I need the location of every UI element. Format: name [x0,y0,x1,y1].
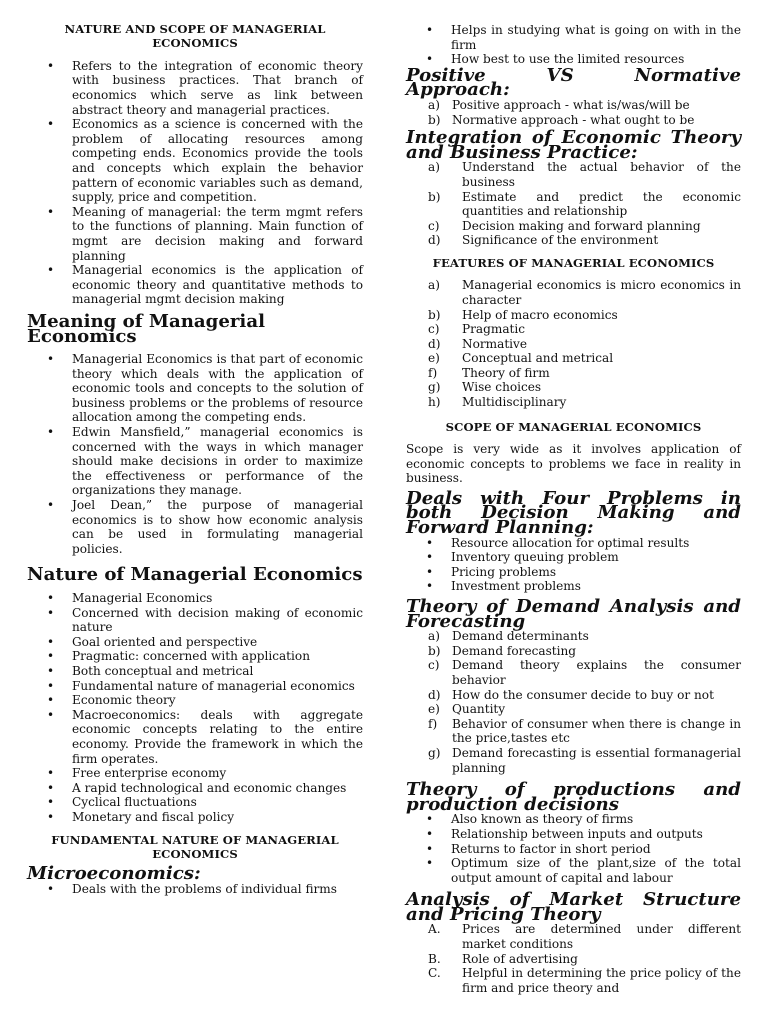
fundamental-title: FUNDAMENTAL NATURE OF MANAGERIAL ECONOMICS [51,832,339,861]
list-item [406,629,741,644]
list-marker: b) [428,307,441,322]
meaning-bullet-list [27,352,363,556]
list-marker: f) [428,365,438,380]
list-item-text: Decision making and forward planning [462,218,701,233]
list-item [406,160,741,189]
list-item [406,98,741,113]
nature-bullet-list [27,591,363,825]
list-item [406,702,741,717]
list-marker: g) [428,380,441,395]
bullet-item: • Relationship between inputs and outputs [406,827,741,842]
scope-paragraph: Scope is very wide as it involves application of economic concepts to problems we face in reality in business. [406,442,741,486]
meaning-heading: Meaning of Managerial Economics [27,310,265,347]
list-item [406,380,741,395]
bullet-item: • Cyclical fluctuations [27,795,363,810]
list-item [406,966,741,995]
list-item-text: Estimate and predict the economic quantities and relationship [462,189,741,219]
list-marker: c) [428,322,440,337]
list-marker: a) [428,629,440,644]
bullet-item: • Helps in studying what is going on with in the firm [406,23,741,52]
list-item-text: Demand forecasting is essential formanagerial planning [452,745,741,775]
list-marker: a) [428,278,440,293]
list-item [406,717,741,746]
list-item-text: Wise choices [462,380,542,395]
list-item-text: Pragmatic [462,322,526,337]
list-marker: d) [428,687,441,702]
list-item-text: Normative approach - what ought to be [452,112,695,127]
list-marker: f) [428,716,438,731]
list-item-text: Theory of firm [462,365,550,380]
bullet-item: • Managerial economics is the application of economic theory and quantitative methods to managerial mgmt decision making [27,263,363,307]
list-item [406,644,741,659]
demand-list [406,629,741,775]
list-item-text: Helpful in determining the price policy of the firm and price theory and [462,966,741,995]
production-heading: Theory of productions and production decisions [406,779,741,815]
list-item-text: Prices are determined under different market conditions [462,922,741,952]
bullet-item: • Goal oriented and perspective [27,635,363,650]
bullet-item: • A rapid technological and economic changes [27,781,363,796]
four-problems-list [406,536,741,594]
features-list [406,278,741,409]
bullet-item: • Managerial Economics [27,591,363,606]
list-item-text: Behavior of consumer when there is change in the price,tastes etc [452,716,741,746]
list-item [406,351,741,366]
intro-bullet-list [27,59,363,307]
left-column [27,22,363,897]
bullet-item: • Deals with the problems of individual firms [27,882,363,897]
list-marker: e) [428,702,440,717]
list-marker: e) [428,351,440,366]
micro-bullet-list [27,882,363,897]
list-marker: c) [428,658,440,673]
list-item-text: How do the consumer decide to buy or not [452,687,714,702]
scope-title: SCOPE OF MANAGERIAL ECONOMICS [445,419,702,434]
four-problems-heading: Deals with Four Problems in both Decision Making and Forward Planning: [406,487,741,539]
list-item [406,366,741,381]
positive-heading: Positive VS Normative Approach: [406,64,741,101]
top-bullet-list [406,23,741,67]
bullet-item: • Investment problems [406,579,741,594]
list-item-text: Managerial economics is micro economics in character [462,278,741,307]
list-item-text: Normative [462,336,528,351]
right-column [406,23,741,995]
list-item-text: Role of advertising [462,951,578,966]
bullet-item: • Macroeconomics: deals with aggregate economic concepts relating to the entire economy. Provide the framework in which the firm operates. [27,708,363,766]
bullet-item: • Returns to factor in short period [406,842,741,857]
list-item [406,395,741,410]
list-item-text: Conceptual and metrical [462,351,614,366]
production-list [406,812,741,885]
list-item-text: Positive approach - what is/was/will be [452,97,690,112]
list-marker: B. [428,951,441,966]
list-item-text: Understand the actual behavior of the business [462,160,741,189]
list-item-text: Demand forecasting [452,643,577,658]
list-marker: a) [428,97,440,112]
integration-list [406,160,741,248]
list-item [406,746,741,775]
list-marker: c) [428,218,440,233]
list-item [406,922,741,951]
bullet-item: • Economic theory [27,693,363,708]
main-title: NATURE AND SCOPE OF MANAGERIAL ECONOMICS [64,22,326,51]
bullet-item: • Joel Dean,” the purpose of managerial economics is to show how economic analysis can be used in formulating managerial policies. [27,498,363,556]
bullet-item: • Concerned with decision making of economic nature [27,606,363,635]
list-item [406,113,741,128]
list-marker: g) [428,745,441,760]
bullet-item: • Fundamental nature of managerial economics [27,679,363,694]
bullet-item: • Edwin Mansfield,” managerial economics is concerned with the ways in which manager should make decisions in order to maximize the effectiveness or performance of the organizations they manage. [27,425,363,498]
list-marker: b) [428,112,441,127]
market-heading: Analysis of Market Structure and Pricing Theory [406,889,741,925]
bullet-item: • Economics as a science is concerned with the problem of allocating resources among competing ends. Economics provide the tools and concepts which explain the behavior pattern of economic variables such as demand, supply, price and competition. [27,117,363,205]
list-item-text: Significance of the environment [462,233,659,248]
bullet-item: • How best to use the limited resources [406,52,741,67]
list-marker: d) [428,336,441,351]
list-marker: a) [428,160,440,175]
demand-heading: Theory of Demand Analysis and Forecasting [406,596,741,632]
list-item-text: Demand determinants [452,629,589,644]
bullet-item: • Optimum size of the plant,size of the total output amount of capital and labour [406,856,741,885]
list-item-text: Help of macro economics [462,307,618,322]
integration-heading: Integration of Economic Theory and Business Practice: [406,127,741,163]
market-list [406,922,741,995]
bullet-item: • Also known as theory of firms [406,812,741,827]
micro-heading: Microeconomics: [27,863,201,885]
list-item [406,952,741,967]
list-item [406,233,741,248]
list-item-text: Multidisciplinary [462,395,567,410]
bullet-item: • Pragmatic: concerned with application [27,649,363,664]
list-item [406,658,741,687]
nature-heading: Nature of Managerial Economics [27,564,363,586]
positive-list [406,98,741,127]
list-item [406,688,741,703]
bullet-item: • Resource allocation for optimal results [406,536,741,551]
list-item [406,219,741,234]
list-item-text: Demand theory explains the consumer behavior [452,658,741,687]
features-title: FEATURES OF MANAGERIAL ECONOMICS [432,255,715,270]
bullet-item: • Both conceptual and metrical [27,664,363,679]
list-marker: b) [428,189,441,204]
list-item [406,337,741,352]
bullet-item: • Managerial Economics is that part of economic theory which deals with the application of economic tools and concepts to the solution of business problems or the problems of resource allocation among the competing ends. [27,352,363,425]
bullet-item: • Free enterprise economy [27,766,363,781]
list-marker: C. [428,966,441,981]
list-marker: d) [428,233,441,248]
list-item [406,322,741,337]
bullet-item: • Inventory queuing problem [406,550,741,565]
bullet-item: • Refers to the integration of economic theory with business practices. That branch of economics which serve as link between abstract theory and managerial practices. [27,59,363,117]
bullet-item: • Monetary and fiscal policy [27,810,363,825]
bullet-item: • Pricing problems [406,565,741,580]
list-marker: h) [428,395,441,410]
list-marker: b) [428,643,441,658]
list-marker: A. [428,922,441,937]
list-item [406,190,741,219]
list-item [406,278,741,307]
list-item-text: Quantity [452,702,506,717]
bullet-item: • Meaning of managerial: the term mgmt refers to the functions of planning. Main function of mgmt are decision making and forward planning [27,205,363,263]
list-item [406,308,741,323]
